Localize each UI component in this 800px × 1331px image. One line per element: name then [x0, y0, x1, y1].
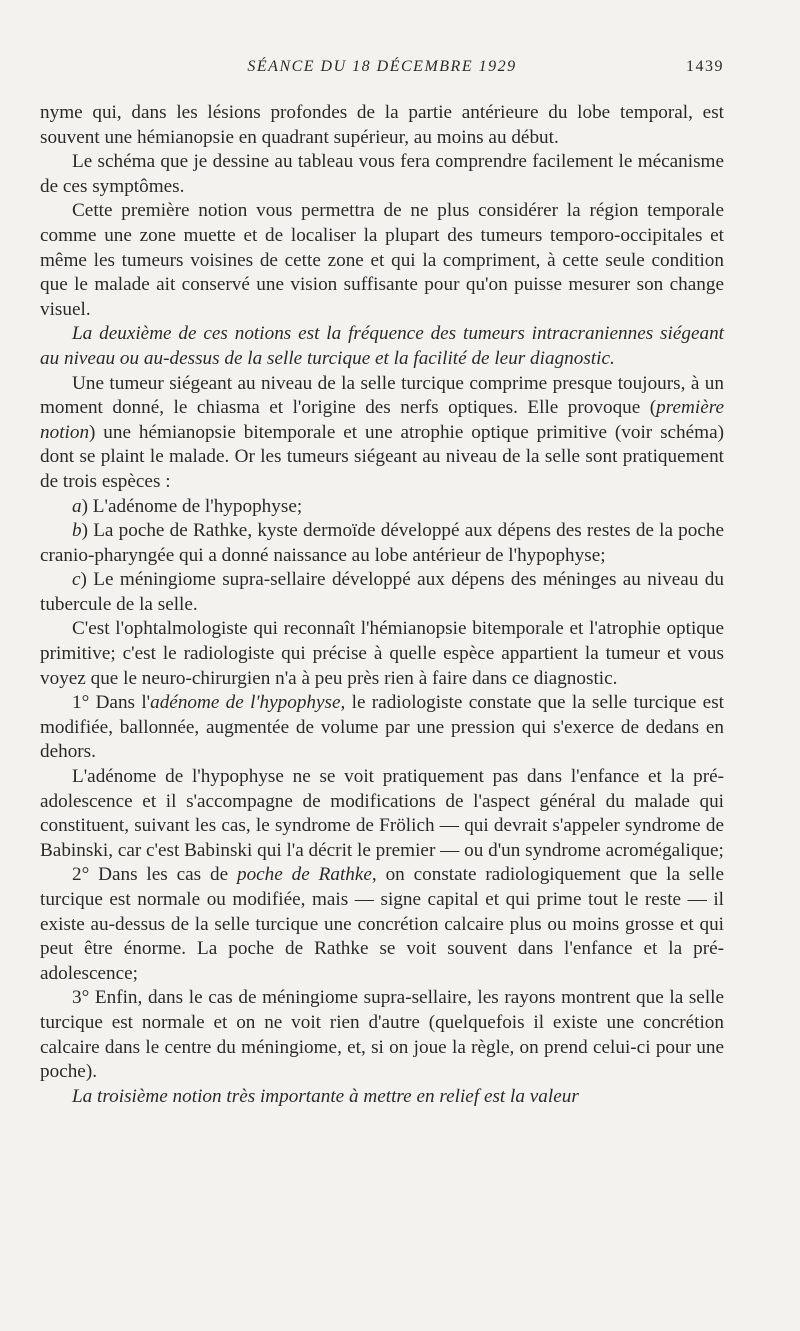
paragraph: [40, 199, 724, 322]
text-run: 3° Enfin, dans le cas de méningiome supra-sellaire, les rayons montrent que la selle turcique est normale et on ne voit rien d'autre (quelquefois il existe une concrétion calcaire dans le centre du méningiome, et, si on joue la règle, on prend celui-ci pour une poche).: [40, 987, 724, 1083]
paragraph: [40, 322, 724, 371]
italic-text: La troisième notion très importante à mettre en relief est la valeur: [72, 1085, 579, 1107]
paragraph: [40, 495, 724, 520]
text-run: 2° Dans les cas de: [72, 864, 237, 886]
italic-text: c: [72, 569, 81, 591]
text-run: nyme qui, dans les lésions profondes de la partie antérieure du lobe temporal, est souvent une hémianopsie en quadrant supérieur, au moins au début.: [40, 102, 724, 148]
paragraph: [40, 519, 724, 568]
italic-text: b: [72, 520, 82, 542]
italic-text: adénome de l'hypophyse: [150, 692, 341, 714]
page-number: 1439: [686, 58, 724, 75]
paragraph: [40, 986, 724, 1084]
paragraph: [40, 691, 724, 765]
running-title: SÉANCE DU 18 DÉCEMBRE 1929: [247, 58, 517, 75]
text-run: Le schéma que je dessine au tableau vous fera comprendre facilement le mécanisme de ces symptômes.: [40, 151, 724, 197]
text-run: C'est l'ophtalmologiste qui reconnaît l'hémianopsie bitemporale et l'atrophie optique primitive; c'est le radiologiste qui précise à quelle espèce appartient la tumeur et vous voyez que le neuro-chirurgien n'a à peu près rien à faire dans ce diagnostic.: [40, 618, 724, 689]
paragraph: [40, 150, 724, 199]
italic-text: La deuxième de ces notions est la fréquence des tumeurs intracraniennes siégeant au niveau ou au-dessus de la selle turcique et la facilité de leur diagnostic.: [40, 323, 724, 369]
text-run: ) L'adénome de l'hypophyse;: [81, 495, 303, 517]
paragraph: [40, 863, 724, 986]
paragraph: [40, 372, 724, 495]
italic-text: a: [72, 495, 82, 517]
paragraph: [40, 101, 724, 150]
text-run: 1° Dans l': [72, 692, 151, 714]
body-text: [40, 101, 724, 1109]
text-run: ) Le méningiome supra-sellaire développé aux dépens des méninges au niveau du tubercule de la selle.: [40, 569, 724, 615]
text-run: ) La poche de Rathke, kyste dermoïde développé aux dépens des restes de la poche cranio-pharyngée qui a donné naissance au lobe antérieur de l'hypophyse;: [40, 520, 724, 566]
italic-text: première notion: [40, 397, 724, 443]
paragraph: [40, 617, 724, 691]
italic-text: poche de Rathke: [236, 864, 372, 886]
paragraph: [40, 765, 724, 863]
text-run: Cette première notion vous permettra de ne plus considérer la région temporale comme une zone muette et de localiser la plupart des tumeurs temporo-occipitales et même les tumeurs voisines de cette zone et qui la compriment, à cette seule condition que le malade ait conservé une vision suffisante pour qu'on puisse mesurer son change visuel.: [40, 200, 724, 320]
text-run: , on constate radiologiquement que la selle turcique est normale ou modifiée, mais — signe capital et qui prime tout le reste — il existe au-dessus de la selle turcique une concrétion calcaire plus ou moins grosse et qui peut être énorme. La poche de Rathke se voit souvent dans l'enfance et la pré-adolescence;: [40, 864, 725, 984]
paragraph: [40, 568, 724, 617]
text-run: Une tumeur siégeant au niveau de la selle turcique comprime presque toujours, à un moment donné, le chiasma et l'origine des nerfs optiques. Elle provoque (: [40, 372, 724, 419]
text-run: ) une hémianopsie bitemporale et une atrophie optique primitive (voir schéma) dont se plaint le malade. Or les tumeurs siégeant au niveau de la selle sont pratiquement de trois espèces :: [40, 421, 724, 492]
page-header: [40, 58, 724, 82]
paragraph: [40, 1085, 724, 1110]
text-run: , le radiologiste constate que la selle turcique est modifiée, ballonnée, augmentée de volume par une pression qui s'exerce de dedans en dehors.: [40, 692, 724, 763]
text-run: L'adénome de l'hypophyse ne se voit pratiquement pas dans l'enfance et la pré-adolescence et il s'accompagne de modifications de l'aspect général du malade qui constituent, suivant les cas, le syndrome de Frölich — qui devrait s'appeler syndrome de Babinski, car c'est Babinski qui l'a décrit le premier — ou d'un syndrome acromégalique;: [40, 766, 724, 861]
